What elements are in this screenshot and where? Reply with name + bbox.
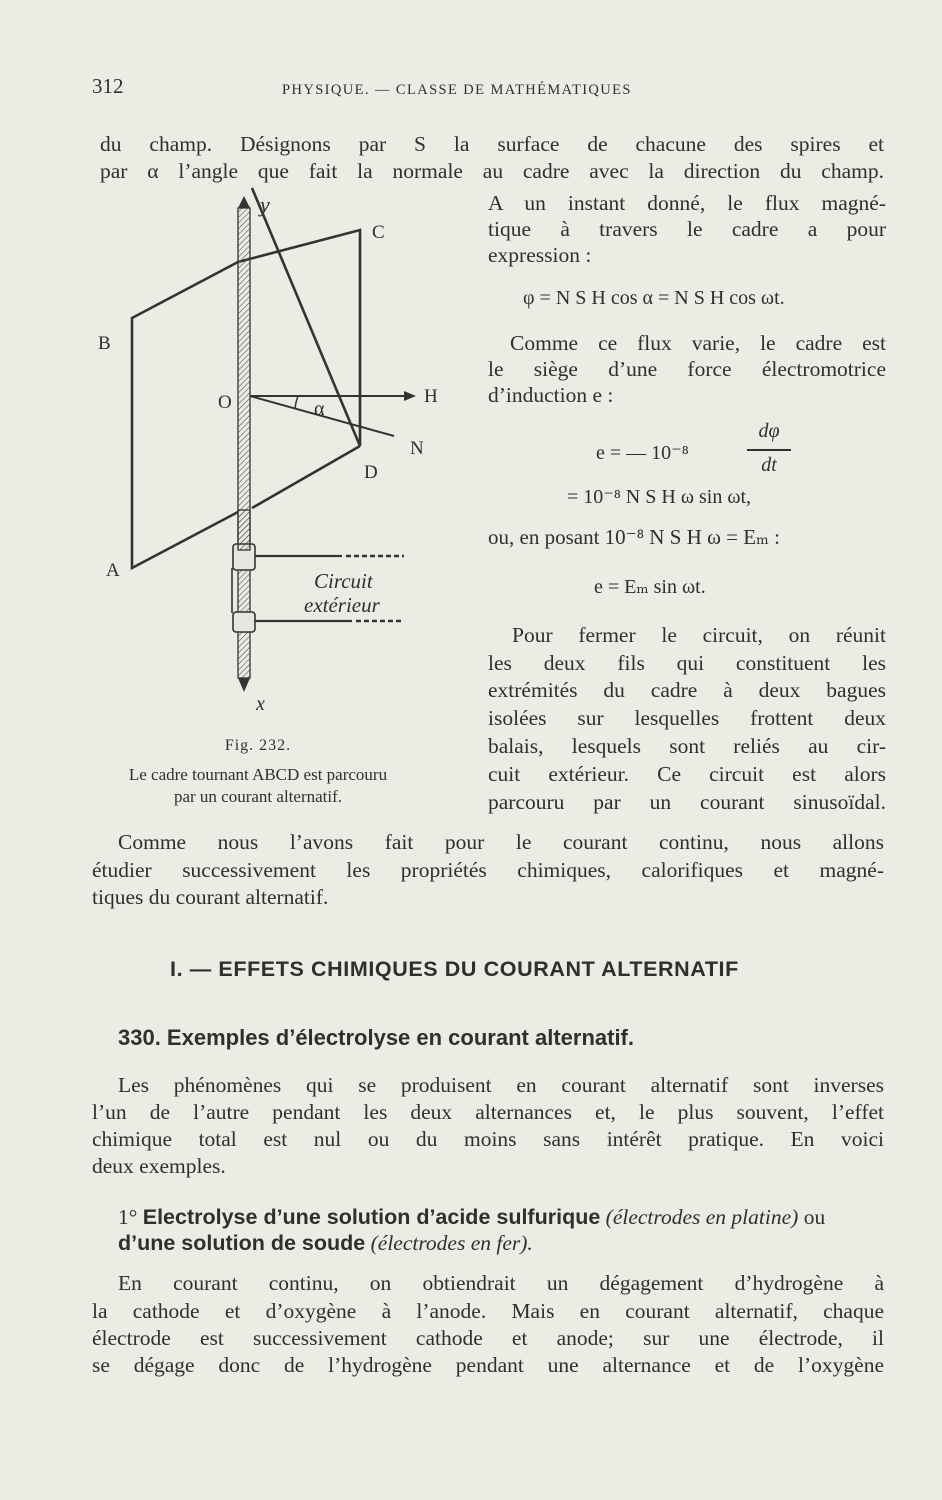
label-alpha: α [314,398,325,420]
axis-arrow-top [238,196,250,208]
sub-heading-bold-1: Electrolyse d’une solution d’acide sulfurique [142,1205,601,1229]
body-line: étudier successivement les propriétés chimiques, calorifiques et magné- [92,858,884,882]
body-line: d’induction e : [488,383,614,407]
body-line: isolées sur lesquelles frottent deux [488,706,886,730]
body-line: parcouru par un courant sinusoïdal. [488,790,886,814]
body-line: chimique total est nul ou du moins sans intérêt pratique. En voici [92,1127,884,1151]
body-line: la cathode et d’oxygène à l’anode. Mais en courant alternatif, chaque [92,1299,884,1323]
label-c: C [372,222,385,243]
formula-flux: φ = N S H cos α = N S H cos ωt. [523,287,785,309]
sub-heading-italic-1: (électrodes en platine) [605,1205,799,1229]
rotation-axis [238,208,250,678]
intro-line: du champ. Désignons par S la surface de chacune des spires et [100,132,884,156]
formula-emf-expanded: = 10⁻⁸ N S H ω sin ωt, [567,486,752,508]
body-line: l’un de l’autre pendant les deux alternances et, le plus souvent, l’effet [92,1100,884,1124]
figure-rotating-frame [92,188,438,728]
running-title: PHYSIQUE. — CLASSE DE MATHÉMATIQUES [282,82,632,98]
page-header [92,74,882,104]
label-a: A [106,560,120,581]
label-y: y [260,192,270,217]
label-o: O [218,392,232,413]
frame-diagram [92,188,438,728]
figure-caption-line: Le cadre tournant ABCD est parcouru [128,765,388,784]
body-line: les deux fils qui constituent les [488,651,886,675]
label-d: D [364,462,378,483]
sub-heading-connector: ou [803,1205,826,1229]
body-line: deux exemples. [92,1154,226,1178]
field-arrow-head [404,391,416,401]
label-exterieur: extérieur [304,593,380,617]
formula-numerator: dφ [758,420,780,442]
angle-arc [295,396,298,408]
label-x: x [256,693,265,715]
body-line: balais, lesquels sont reliés au cir- [488,734,886,758]
fraction-bar [747,449,791,451]
body-line: Les phénomènes qui se produisent en courant alternatif sont inverses [118,1073,884,1097]
formula-substitution: ou, en posant 10⁻⁸ N S H ω = Eₘ : [488,525,781,549]
body-line: tiques du courant alternatif. [92,885,329,909]
figure-number-text: Fig. 232. [224,737,292,754]
formula-emf-lhs: e = — 10⁻⁸ [596,442,689,464]
frame-edge-left [132,262,238,568]
body-line: le siège d’une force électromotrice [488,357,886,381]
figure-number [92,734,424,756]
body-line: A un instant donné, le flux magné- [488,191,886,215]
body-line: extrémités du cadre à deux bagues [488,678,886,702]
label-n: N [410,438,424,459]
body-line: En courant continu, on obtiendrait un dégagement d’hydrogène à [118,1271,884,1295]
frame-edge-top [238,230,360,446]
label-circuit: Circuit [314,569,373,593]
figure-caption-line: par un courant alternatif. [173,787,343,806]
sub-heading [118,1204,884,1256]
body-line: Pour fermer le circuit, on réunit [512,623,886,647]
body-line: Comme nous l’avons fait pour le courant continu, nous allons [118,830,884,854]
formula-denominator: dt [761,454,777,476]
sub-heading-bold-2: d’une solution de soude [118,1231,366,1255]
frame-edge-bottom [252,188,360,446]
page-number: 312 [92,74,124,98]
section-title: I. — EFFETS CHIMIQUES DU COURANT ALTERNATIF [170,957,739,981]
label-b: B [98,333,111,354]
body-line: tique à travers le cadre a pour [488,217,886,241]
body-line: Comme ce flux varie, le cadre est [510,331,886,355]
axis-arrow-bottom [238,678,250,692]
subsection-title: 330. Exemples d’électrolyse en courant alternatif. [118,1025,634,1050]
slip-ring-lower [233,612,255,632]
body-line: expression : [488,243,592,267]
body-line: se dégage donc de l’hydrogène pendant une alternance et de l’oxygène [92,1353,884,1377]
label-h: H [424,386,438,407]
formula-sinusoid: e = Eₘ sin ωt. [594,576,706,598]
sub-heading-number: 1° [118,1205,138,1229]
intro-line: par α l’angle que fait la normale au cadre avec la direction du champ. [100,159,884,183]
sub-heading-italic-2: (électrodes en fer). [370,1231,533,1255]
body-line: électrode est successivement cathode et anode; sur une électrode, il [92,1326,884,1350]
body-line: cuit extérieur. Ce circuit est alors [488,762,886,786]
